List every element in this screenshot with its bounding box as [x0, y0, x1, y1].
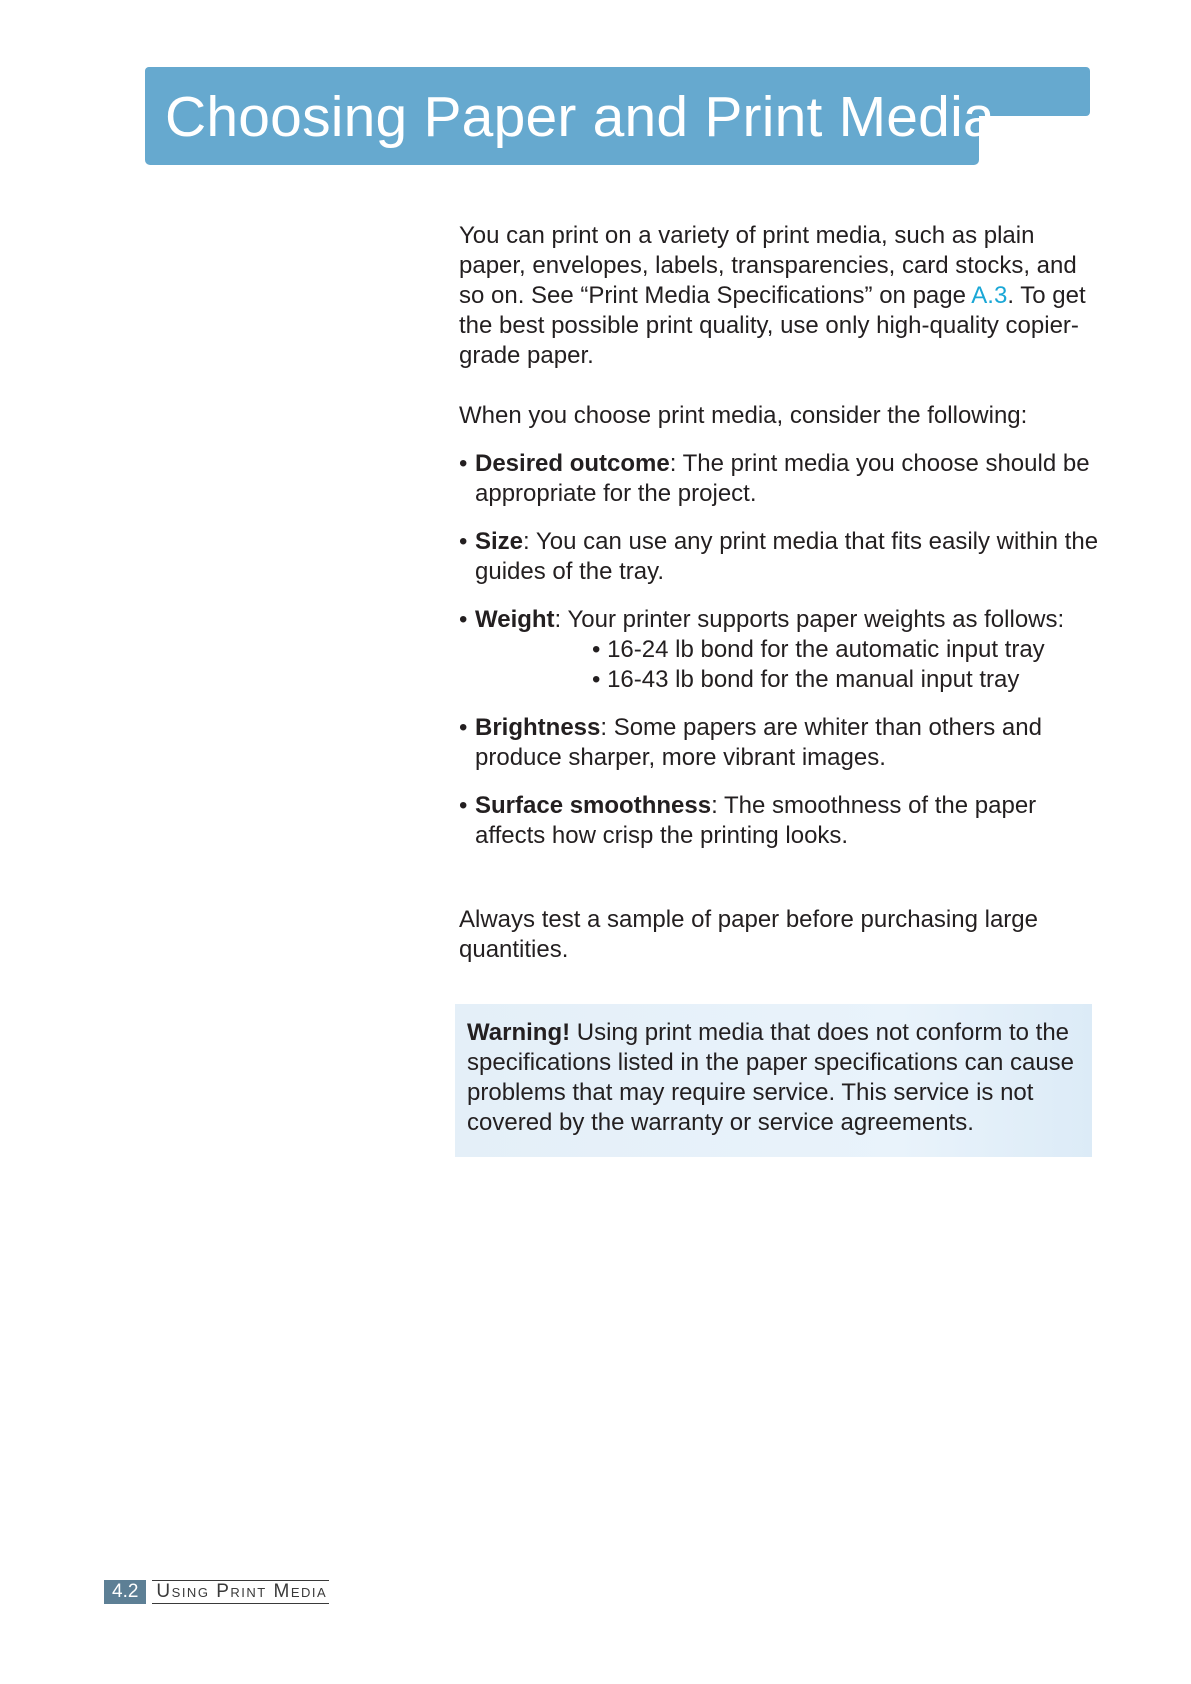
description: : Some papers are whiter than others and produce sharper, more vibrant images. — [475, 714, 1042, 771]
description: : The print media you choose should be appropriate for the project. — [475, 450, 1090, 507]
section-name: Using Print Media — [152, 1580, 329, 1604]
term: Desired outcome — [475, 450, 670, 477]
warning-text — [467, 1018, 1087, 1138]
main-content — [459, 221, 1099, 965]
list-item — [459, 713, 1099, 773]
bullet: • — [459, 528, 468, 555]
page-reference-link[interactable]: A.3 — [971, 282, 1008, 309]
list-item — [459, 449, 1099, 509]
term: Weight — [475, 606, 555, 633]
page-footer — [104, 1580, 329, 1604]
considerations-list — [459, 449, 1099, 851]
closing-paragraph: Always test a sample of paper before purchasing large quantities. — [459, 906, 1038, 963]
list-item — [459, 527, 1099, 587]
lead-paragraph: When you choose print media, consider the following: — [459, 402, 1028, 429]
warning-body: Using print media that does not conform to the specifications listed in the paper specifications can cause problems that may require service. This service is not covered by the warranty or service agreements. — [467, 1019, 1075, 1136]
weight-option: • 16-24 lb bond for the automatic input tray — [592, 636, 1045, 663]
weight-option: • 16-43 lb bond for the manual input tray — [592, 666, 1020, 693]
warning-label: Warning! — [467, 1019, 571, 1046]
term: Surface smoothness — [475, 792, 712, 819]
intro-paragraph — [459, 221, 1099, 371]
term: Size — [475, 528, 524, 555]
description: : Your printer supports paper weights as follows: — [554, 606, 1065, 633]
bullet: • — [459, 606, 468, 633]
intro-text-end: . To get the best possible print quality, use only high-quality copier-grade paper. — [459, 282, 1086, 369]
intro-text-start: You can print on a variety of print media, such as plain paper, envelopes, labels, transparencies, card stocks, and so on. See “Print Media Specifications” on page — [459, 222, 1077, 309]
list-item — [459, 791, 1099, 851]
bullet: • — [459, 792, 468, 819]
bullet: • — [459, 450, 468, 477]
description: : You can use any print media that fits easily within the guides of the tray. — [475, 528, 1099, 585]
list-item — [459, 605, 1099, 695]
bullet: • — [459, 714, 468, 741]
page-title: Choosing Paper and Print Media — [165, 85, 995, 149]
description: : The smoothness of the paper affects how crisp the printing looks. — [475, 792, 1037, 849]
term: Brightness — [475, 714, 601, 741]
weight-options-list — [475, 635, 1099, 695]
page-number: 4.2 — [104, 1580, 146, 1604]
